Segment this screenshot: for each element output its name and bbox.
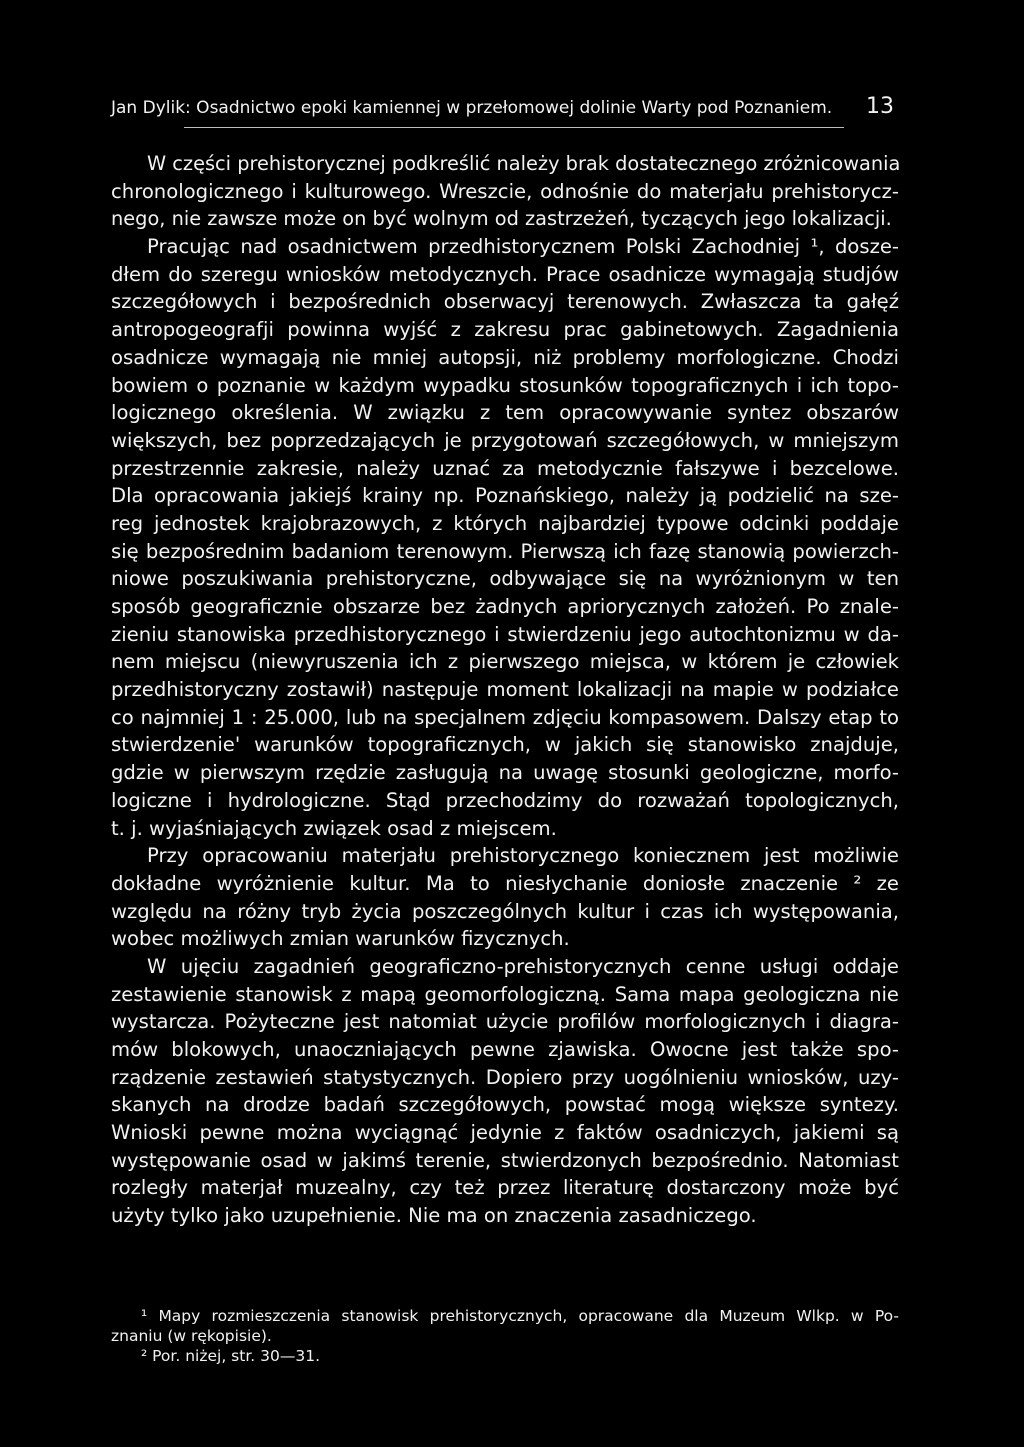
body-line: logicznego określenia. W związku z tem opracowywanie syntez obszarów [111, 401, 899, 425]
body-line: zestawienie stanowisk z mapą geomorfologiczną. Sama mapa geologiczna nie [111, 982, 899, 1006]
body-line: dłem do szeregu wniosków metodycznych. Prace osadnicze wymagają studjów [111, 262, 899, 286]
header-rule [184, 127, 844, 128]
body-line: gdzie w pierwszym rzędzie zasługują na uwagę stosunki geologiczne, morfo- [111, 761, 899, 785]
body-line: nem miejscu (niewyruszenia ich z pierwszego miejsca, w którem je człowiek [111, 650, 899, 674]
footnotes [111, 1306, 899, 1366]
body-line: się bezpośrednim badaniom terenowym. Pierwszą ich fazę stanowią powierzch- [111, 539, 899, 563]
body-line: przestrzennie zakresie, należy uznać za metodycznie fałszywe i bezcelowe. [111, 456, 899, 480]
body-line: Wnioski pewne można wyciągnąć jedynie z faktów osadniczych, jakiemi są [111, 1121, 899, 1145]
running-title: Jan Dylik: Osadnictwo epoki kamiennej w przełomowej dolinie Warty pod Poznaniem. [111, 98, 833, 118]
body-text [111, 150, 899, 1230]
body-line: t. j. wyjaśniających związek osad z miejscem. [111, 816, 557, 840]
footnote-line: ² Por. niżej, str. 30—31. [141, 1347, 321, 1365]
footnote-line: znaniu (w rękopisie). [111, 1327, 272, 1345]
body-line: wystarcza. Pożyteczne jest natomiat użycie profilów morfologicznych i diagra- [111, 1010, 899, 1034]
body-line: Pracując nad osadnictwem przedhistorycznem Polski Zachodniej ¹, dosze- [147, 235, 899, 259]
body-line: użyty tylko jako uzupełnienie. Nie ma on znaczenia zasadniczego. [111, 1204, 757, 1228]
body-line: reg jednostek krajobrazowych, z których najbardziej typowe odcinki poddaje [111, 511, 899, 535]
body-line: dokładne wyróżnienie kultur. Ma to niesłychanie doniosłe znaczenie ² ze [111, 871, 899, 895]
body-line: skanych na drodze badań szczegółowych, powstać mogą większe syntezy. [111, 1093, 899, 1117]
body-line: antropogeografji powinna wyjść z zakresu prac gabinetowych. Zagadnienia [111, 318, 899, 342]
body-line: względu na różny tryb życia poszczególnych kultur i czas ich występowania, [111, 899, 899, 923]
body-line: Dla opracowania jakiejś krainy np. Poznańskiego, należy ją podzielić na sze- [111, 484, 899, 508]
body-line: osadnicze wymagają nie mniej autopsji, niż problemy morfologiczne. Chodzi [111, 345, 899, 369]
body-line: większych, bez poprzedzających je przygotowań szczegółowych, w mniejszym [111, 428, 899, 452]
footnote-line: ¹ Mapy rozmieszczenia stanowisk prehistorycznych, opracowane dla Muzeum Wlkp. w Po- [141, 1307, 899, 1325]
body-line: rządzenie zestawień statystycznych. Dopiero przy uogólnieniu wniosków, uzy- [111, 1065, 899, 1089]
body-line: nego, nie zawsze może on być wolnym od zastrzeżeń, tyczących jego lokalizacji. [111, 207, 892, 231]
body-line: logiczne i hydrologiczne. Stąd przechodzimy do rozważań topologicznych, [111, 788, 899, 812]
body-line: niowe poszukiwania prehistoryczne, odbywające się na wyróżnionym w ten [111, 567, 899, 591]
body-line: zieniu stanowiska przedhistorycznego i stwierdzeniu jego autochtonizmu w da- [111, 622, 899, 646]
body-line: W części prehistorycznej podkreślić należy brak dostatecznego zróżnicowania [147, 152, 901, 175]
body-line: bowiem o poznanie w każdym wypadku stosunków topograficznych i ich topo- [111, 373, 899, 397]
body-line: sposób geograficznie obszarze bez żadnych apriorycznych założeń. Po znale- [111, 595, 899, 618]
body-line: chronologicznego i kulturowego. Wreszcie, odnośnie do materjału prehistorycz- [111, 179, 899, 203]
body-line: rozległy materjał muzealny, czy też przez literaturę dostarczony może być [111, 1176, 899, 1200]
body-line: co najmniej 1 : 25.000, lub na specjalnem zdjęciu kompasowem. Dalszy etap to [111, 705, 899, 729]
body-line: mów blokowych, unaoczniających pewne zjawiska. Owocne jest także spo- [111, 1038, 899, 1061]
running-header [111, 94, 898, 128]
body-line: stwierdzenie' warunków topograficznych, w jakich się stanowisko znajduje, [111, 733, 899, 757]
body-line: szczegółowych i bezpośrednich obserwacyj terenowych. Zwłaszcza ta gałęź [111, 290, 899, 314]
body-line: Przy opracowaniu materjału prehistorycznego koniecznem jest możliwie [147, 844, 899, 868]
page-number: 13 [866, 94, 894, 119]
body-line: W ujęciu zagadnień geograficzno-prehistorycznych cenne usługi oddaje [147, 954, 899, 978]
body-line: przedhistoryczny zostawił) następuje moment lokalizacji na mapie w podziałce [111, 678, 899, 702]
body-line: wobec możliwych zmian warunków fizycznych. [111, 927, 570, 951]
body-line: występowanie osad w jakimś terenie, stwierdzonych bezpośrednio. Natomiast [111, 1148, 899, 1172]
